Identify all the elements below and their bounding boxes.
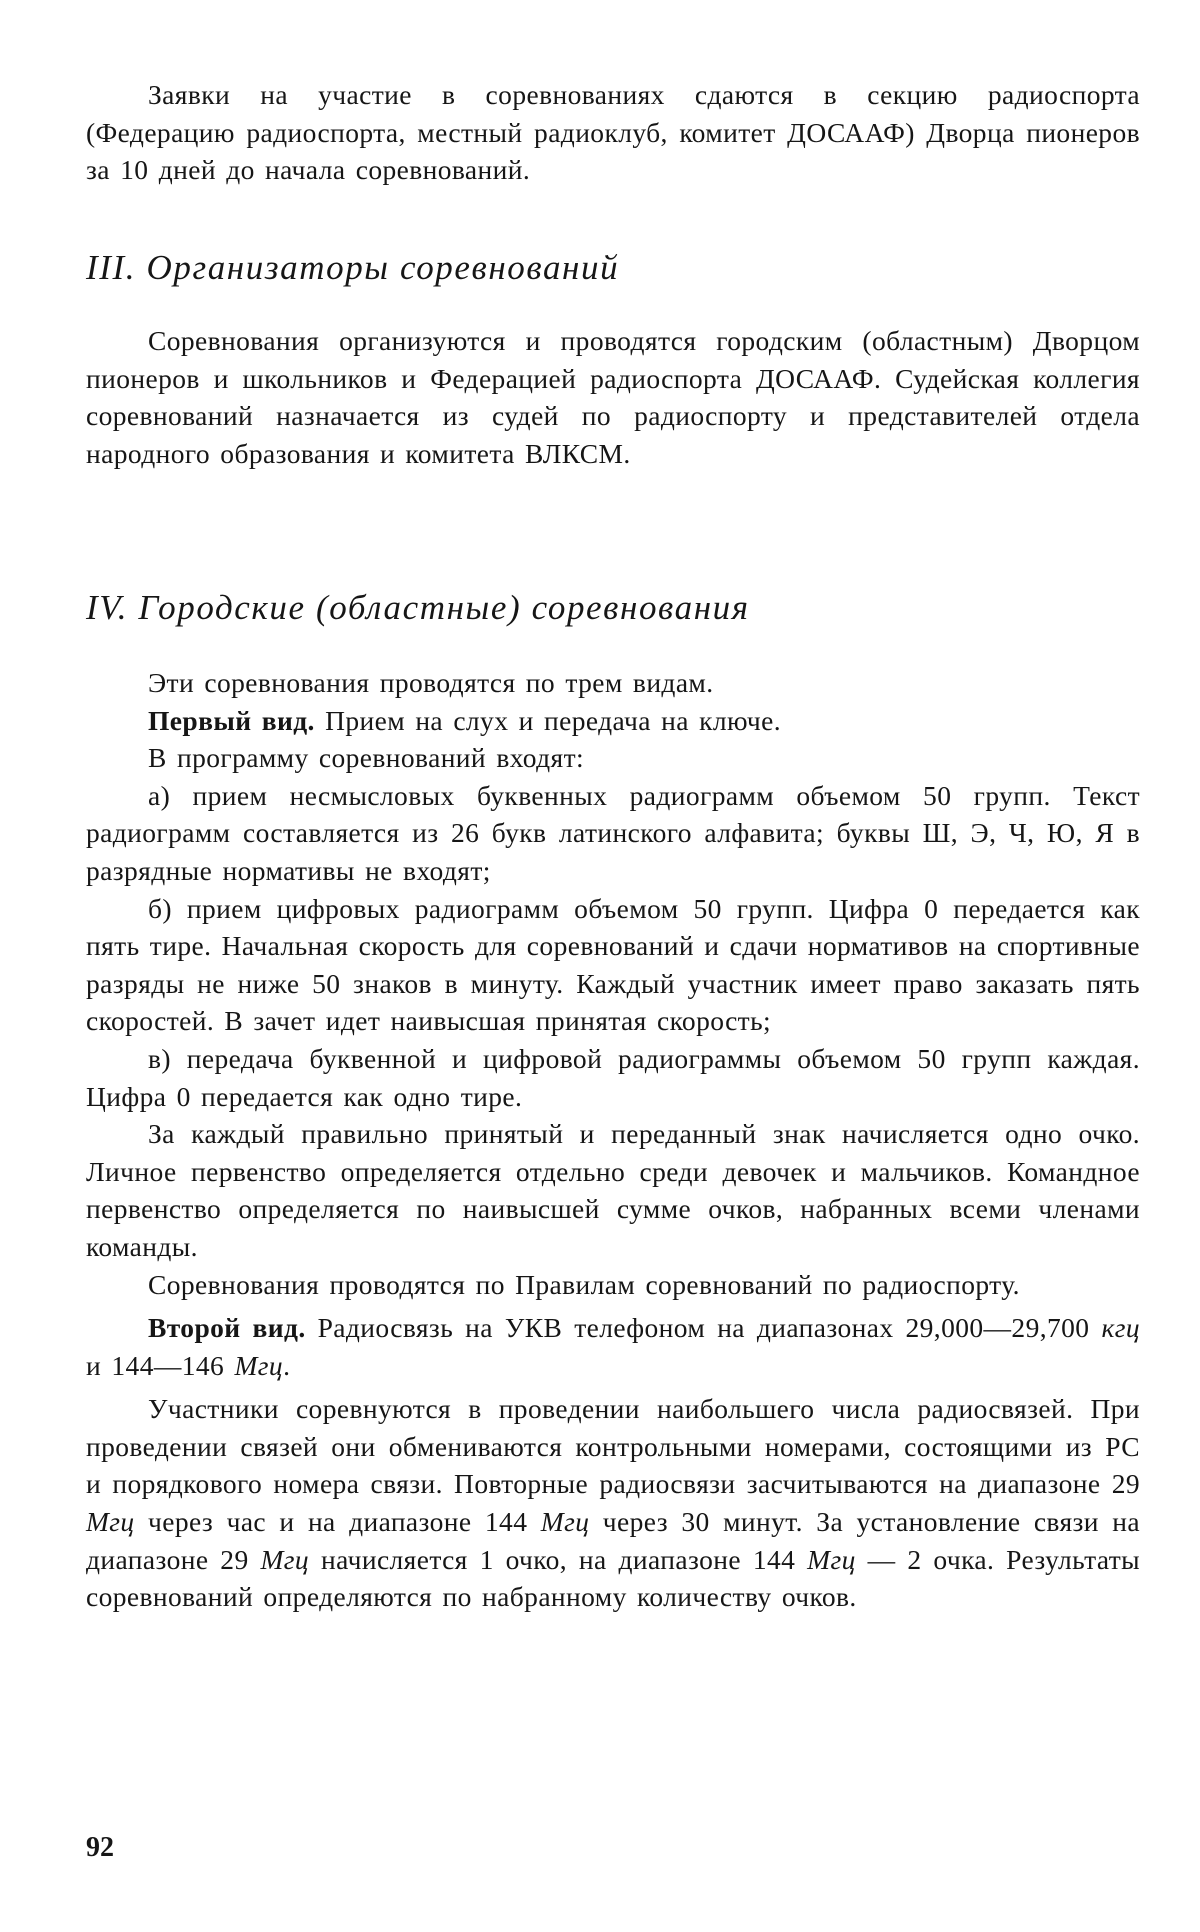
unit-mhz-5: Мгц — [807, 1543, 856, 1575]
unit-mhz-4: Мгц — [260, 1543, 310, 1575]
item-a: а) прием несмысловых буквенных радиограмм объемом 50 групп. Текст радиограмм составляется из 26 букв латинского алфавита; буквы Ш, Э, Ч, Ю, Я в разрядные нормативы не входят; — [86, 779, 1140, 886]
second-type-text-1: Радиосвязь на УКВ телефоном на диапазонах 29,000—29,700 — [317, 1312, 1090, 1344]
second-type-lead: Второй вид. — [148, 1312, 306, 1344]
unit-mhz-2: Мгц — [86, 1506, 135, 1538]
unit-mhz: Мгц — [234, 1349, 284, 1381]
second-type-text-2: и 144—146 — [86, 1349, 225, 1381]
unit-mhz-3: Мгц — [540, 1506, 590, 1538]
first-type-text: Прием на слух и передача на ключе. — [325, 704, 782, 736]
unit-khz: кгц — [1101, 1312, 1140, 1344]
participants-text-2: через час и на диапазоне 144 — [148, 1506, 528, 1538]
program-paragraph: В программу соревнований входят: — [148, 742, 585, 774]
first-type-paragraph — [86, 702, 1140, 740]
rules-paragraph: Соревнования проводятся по Правилам соревнований по радиоспорту. — [148, 1268, 1020, 1300]
section-4-heading: IV. Городские (областные) соревнования — [86, 588, 750, 627]
scoring-paragraph: За каждый правильно принятый и переданный знак начисляется одно очко. Личное первенство определяется отдельно среди девочек и мальчиков. Командное первенство определяется по наивысшей сумме очков, набранных всеми членами команды. — [86, 1118, 1140, 1262]
participants-paragraph — [86, 1390, 1140, 1616]
intro-block — [86, 76, 1140, 189]
section-3 — [86, 246, 1140, 290]
item-b: б) прием цифровых радиограмм объемом 50 групп. Цифра 0 передается как пять тире. Начальная скорость для соревнований и сдачи нормативов на спортивные разряды не ниже 50 знаков в минуту. Каждый участник имеет право заказать пять скоростей. В зачет идет наивысшая принятая скорость; — [86, 892, 1140, 1037]
organizers-paragraph: Соревнования организуются и проводятся городским (областным) Дворцом пионеров и школьников и Федерацией радиоспорта ДОСААФ. Судейская коллегия соревнований назначается из судей по радиоспорту и представителей отдела народного образования и комитета ВЛКСМ. — [86, 325, 1140, 469]
item-v: в) передача буквенной и цифровой радиограммы объемом 50 групп каждая. Цифра 0 передается как одно тире. — [86, 1042, 1140, 1112]
second-type-paragraph — [86, 1309, 1140, 1384]
section-3-body — [86, 322, 1140, 472]
second-type-text-3: . — [283, 1349, 291, 1381]
section-3-heading: III. Организаторы соревнований — [86, 248, 620, 287]
types-paragraph: Эти соревнования проводятся по трем видам. — [148, 667, 714, 698]
participants-text-3: через 30 минут. За установление связи на диапазоне 29 — [86, 1506, 1141, 1575]
participants-text-1: Участники соревнуются в проведении наибольшего числа радиосвязей. При проведении связей они обмениваются контрольными номерами, состоящими из РС и порядкового номера связи. Повторные радиосвязи засчитываются на диапазоне 29 — [86, 1393, 1140, 1500]
page-number: 92 — [86, 1832, 114, 1863]
participants-text-4: начисляется 1 очко, на диапазоне 144 — [320, 1543, 796, 1575]
participants-text-5: — 2 очка. Результаты соревнований определяются по набранному количеству очков. — [86, 1543, 1141, 1613]
section-4-body — [86, 664, 1140, 1616]
section-4 — [86, 586, 1140, 630]
first-type-lead: Первый вид. — [148, 704, 315, 736]
intro-paragraph: Заявки на участие в соревнованиях сдаются в секцию радиоспорта (Федерацию радиоспорта, местный радиоклуб, комитет ДОСААФ) Дворца пионеров за 10 дней до начала соревнований. — [86, 79, 1140, 186]
